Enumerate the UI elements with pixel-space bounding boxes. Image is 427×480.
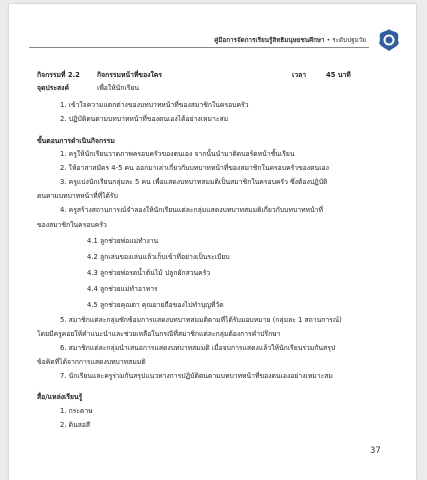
document-page [9, 4, 416, 480]
procedure-line: 3. ครูแบ่งนักเรียนกลุ่มละ 5 คน เพื่อแสดงบทบาทสมมติเป็นสมาชิกในครอบครัว ซึ่งต้องปฏิบัติ [60, 178, 328, 186]
procedure-line: 6. สมาชิกแต่ละกลุ่มนำเสนอการแสดงบทบาทสมมติ เมื่อจบการแสดงแล้วให้นักเรียนร่วมกันสรุป [60, 344, 336, 352]
procedure-line: 5. สมาชิกแต่ละกลุ่มซักซ้อมการแสดงบทบาทสมมติตามที่ได้รับมอบหมาย (กลุ่มละ 1 สถานการณ์) [60, 316, 342, 324]
header-text [214, 35, 366, 45]
time-label: เวลา [292, 71, 307, 79]
procedure-line: 1. ครูให้นักเรียนวาดภาพครอบครัวของตนเอง จากนั้นนำมาติดบอร์ดหน้าชั้นเรียน [60, 150, 295, 158]
materials-item: 2. ดินสอสี [60, 421, 91, 429]
materials-item: 1. กระดาษ [60, 407, 93, 415]
procedure-line: 2. ให้อาสาสมัคร 4-5 คน ออกมาเล่าเกี่ยวกับบทบาทหน้าที่ของสมาชิกในครอบครัวของตนเอง [60, 164, 329, 172]
objective-label: จุดประสงค์ [37, 84, 70, 92]
emblem-logo-icon [377, 28, 401, 52]
procedure-subitem: 4.1 ลูกช่วยพ่อแม่ทำงาน [87, 237, 159, 245]
objective-intro: เพื่อให้นักเรียน [97, 84, 140, 92]
activity-label: กิจกรรมที่ 2.2 [37, 71, 80, 79]
header-separator: • [324, 37, 333, 44]
objective-item: 2. ปฏิบัติตนตามบทบาทหน้าที่ของตนเองได้อย่างเหมาะสม [60, 115, 229, 123]
activity-title: กิจกรรมหน้าที่ของใคร [97, 71, 162, 79]
header-title: คู่มือการจัดการเรียนรู้สิทธิมนุษยชนศึกษา [214, 37, 325, 44]
procedure-line: ของสมาชิกในครอบครัว [37, 221, 107, 229]
procedure-subitem: 4.3 ลูกช่วยพ่อรดน้ำต้นไม้ ปลูกผักสวนครัว [87, 269, 211, 277]
procedure-heading: ขั้นตอนการดำเนินกิจกรรม [37, 137, 115, 145]
page-number: 37 [370, 446, 381, 456]
procedure-line: 4. ครูสร้างสถานการณ์จำลองให้นักเรียนแต่ละกลุ่มแสดงบทบาทสมมติเกี่ยวกับบทบาทหน้าที่ [60, 206, 323, 214]
procedure-subitem: 4.2 ลูกเล่นของเล่นแล้วเก็บเข้าที่อย่างเป็นระเบียบ [87, 253, 230, 261]
procedure-line: ตนตามบทบาทหน้าที่ที่ได้รับ [37, 192, 118, 200]
page-header [9, 4, 416, 44]
procedure-subitem: 4.4 ลูกช่วยแม่ทำอาหาร [87, 285, 158, 293]
procedure-line: ข้อคิดที่ได้จากการแสดงบทบาทสมมติ [37, 358, 146, 366]
procedure-line: 7. นักเรียนและครูร่วมกันสรุปแนวทางการปฏิบัติตนตามบทบาทหน้าที่ของตนเองอย่างเหมาะสม [60, 372, 333, 380]
header-rule [29, 47, 369, 48]
procedure-line: โดยมีครูคอยให้คำแนะนำและช่วยเหลือในกรณีที่สมาชิกแต่ละกลุ่มต้องการคำปรึกษา [37, 330, 281, 338]
time-value: 45 นาที [326, 71, 351, 79]
materials-heading: สื่อ/แหล่งเรียนรู้ [37, 393, 83, 401]
objective-item: 1. เข้าใจความแตกต่างของบทบาทหน้าที่ของสมาชิกในครอบครัว [60, 101, 249, 109]
header-level: ระดับปฐมวัย [332, 37, 366, 44]
procedure-subitem: 4.5 ลูกช่วยคุณตา คุณยายถือของไปทำบุญที่วัด [87, 301, 224, 309]
